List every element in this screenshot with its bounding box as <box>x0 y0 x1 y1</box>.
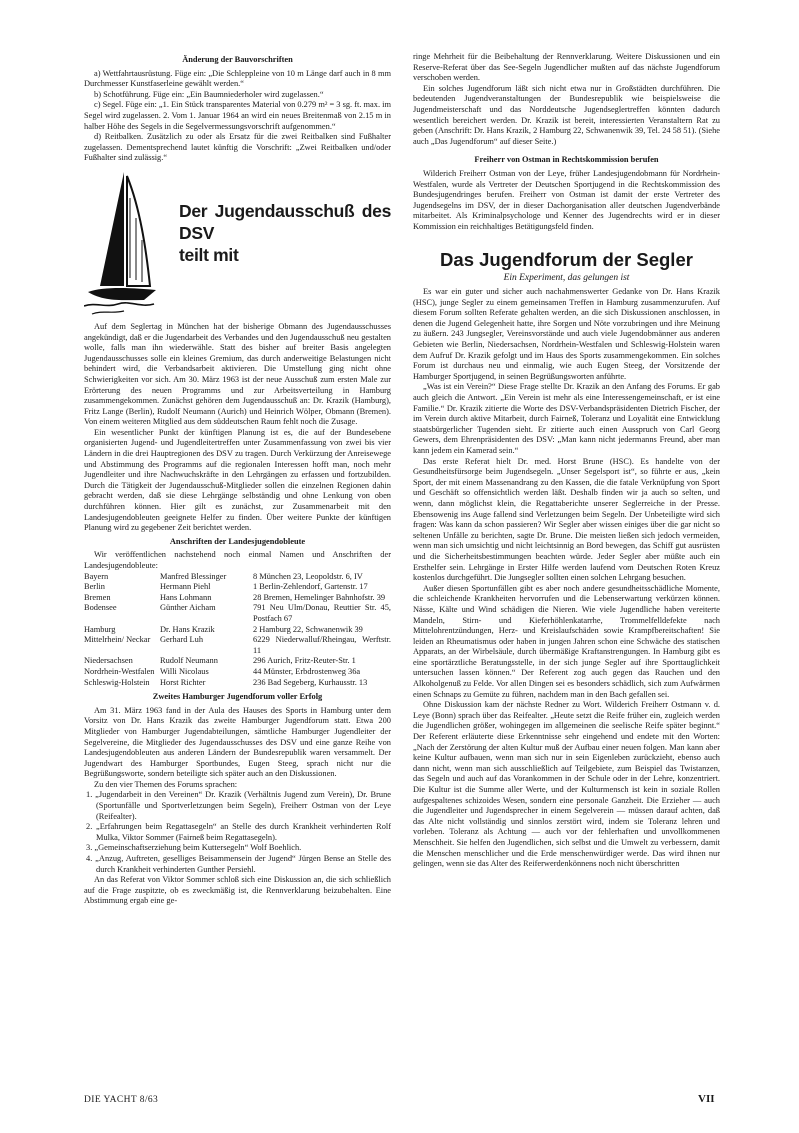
continuation-paragraph: ringe Mehrheit für die Beibehaltung der Rennverklarung. Weitere Diskussionen und ein Reserve-Referat über das See-Segeln Jugendlicher mußten auf das nächste Jugendforum verschoben werden. <box>413 52 720 83</box>
section-title-addresses: Anschriften der Landesjugendobleute <box>169 536 306 546</box>
forum-paragraph: „Was ist ein Verein?“ Diese Frage stellte Dr. Krazik an den Anfang des Forums. Er gab auch gleich die Antwort. „Ein Verein ist mehr als eine Interessengemeinschaft, er ist eine Familie.“ Dr. Krazik zitierte die Worte des DSV-Verbandspräsidenten Dietrich Fischer, der im Verein durch aktive Mitarbeit, durch Fairneß, Toleranz und Loyalität eine Entwicklung staatsbürgerlicher Tugenden sieht. Er zitierte auch einen Ausspruch von Carl Georg Gewers, dem Ehrenpräsidenten des DSV: „Man kann nicht jedermanns Freund, aber man kann jedem ein Kamerad sein.“ <box>413 382 720 455</box>
section-title-ostman: Freiherr von Ostman in Rechtskommission berufen <box>474 155 659 165</box>
address-row <box>84 625 391 636</box>
footer-publication: DIE YACHT 8/63 <box>84 1095 159 1105</box>
addresses-intro: Wir veröffentlichen nachstehend noch einmal Namen und Anschriften der Landesjugendobleute: <box>84 550 391 570</box>
address-region: Mittelrhein/ Neckar <box>84 635 151 645</box>
sailboat-icon <box>84 168 164 316</box>
address-name: Günther Aicham <box>160 603 216 613</box>
address-name: Willi Nicolaus <box>160 666 209 676</box>
right-column <box>413 52 720 870</box>
address-name: Dr. Hans Krazik <box>160 624 215 634</box>
footer-page-number: VII <box>698 1093 715 1105</box>
address-region: Bremen <box>84 592 111 602</box>
address-street: 44 Münster, Erbdrostenweg 36a <box>253 666 361 676</box>
address-row <box>84 593 391 604</box>
address-region: Berlin <box>84 582 105 592</box>
address-name: Manfred Blessinger <box>160 571 227 581</box>
forum-body <box>413 287 720 870</box>
address-row <box>84 603 391 624</box>
forum-paragraph: Ohne Diskussion kam der nächste Redner zu Wort. Wilderich Freiherr Ostmann v. d. Leye (Bonn) sprach über das Reifealter. „Heute setzt die Reife früher ein, zugleich werden die Jugendlichen größer, wohingegen im allgemeinen die seelische Reife später beginnt.“ Der Referent erläuterte diese Erkenntnisse sehr eingehend und endete mit den Worten: „Nach der Zerstörung der alten Kultur muß der Aufbau einer neuen folgen. Man kann aber keine Kultur aufbauen, wenn man sich nur in sein Eigenleben zurückzieht, ebenso auch dann nicht, wenn man sich ausschließlich auf Teilgebiete, zum Beispiel das Twistanzen, das Segeln und auch auf das Vorankommen in der Schule oder in der Lehre, konzentriert. Die Kultur ist die Summe aller Werte, und der Kulturmensch ist kein in soziale Rollen aufgespaltenes schizoides Wesen, sondern eine personale Ganzheit. Die Erzieher — auch die Jugendleiter und Jugendsprecher in einem Segelverein — müssen darauf achten, daß das Alte nicht vollständig und sinnlos zerstört wird, indem sie Toleranz lehren und vorleben. Toleranz als Achtung — auch vor der fehlerhaften und unvollkommenen Menschheit. Sie helfen den Jugendlichen, sich selbst und die Umwelt zu verbessern, damit die Menschen menschlicher und die Erde menschenwürdiger werde. Das wird ihnen nur gelingen, wenn sie das Alter des Reiferwerdenkönnens noch nicht überschritten <box>413 700 720 869</box>
address-name: Hermann Piehl <box>160 582 211 592</box>
ostman-paragraph: Wilderich Freiherr Ostman von der Leye, früher Landesjugendobmann für Nordrhein-Westfalen, wurde als Vertreter der Deutschen Sportjugend in die Rechtskommission des Bundesjugendringes berufen. Freiherr von Ostman ist damit der erste Vertreter des Jugendsegelns im DSV, der in dieser Dachorganisation aller deutschen Jugendverbände mitarbeitet. Als Kriminalpsychologe und Kenner des Jugendrechts wird er in dieser Kommission ein reichhaltiges Betätigungsfeld finden. <box>413 168 720 231</box>
bauvorschriften-items <box>84 69 391 164</box>
bauvorschriften-item: d) Reitbalken. Zusätzlich zu oder als Ersatz für die zwei Reitbalken sind Fußhalter zugelassen. Dementsprechend lautet künftig die Vorschrift: „Zwei Reitbalken und/oder Fußhalter sind zulässig.“ <box>84 132 391 163</box>
jugendausschuss-header <box>84 168 391 316</box>
address-region: Nordrhein-Westfalen <box>84 666 155 676</box>
address-name: Gerhard Luh <box>160 635 204 645</box>
topics-intro: Zu den vier Themen des Forums sprachen: <box>94 779 238 789</box>
address-row <box>84 572 391 583</box>
left-column <box>84 52 391 907</box>
address-name: Horst Richter <box>160 677 206 687</box>
address-street: 791 Neu Ulm/Donau, Reuttier Str. 45, Postfach 67 <box>253 603 391 623</box>
address-street: 296 Aurich, Fritz-Reuter-Str. 1 <box>253 656 356 666</box>
forum-info-paragraph: Ein solches Jugendforum läßt sich nicht etwa nur in Großstädten durchführen. Die bedeutenden Jugendveranstaltungen der Bundesrepublik wie beispielsweise die Jugendmeisterschaft und das Norddeutsche Jugendseglertreffen könnten dadurch wesentlich bereichert werden. Dr. Krazik ist bereit, interessierten Veranstaltern Rat zu geben (Anschrift: Dr. Hans Krazik, 2 Hamburg 22, Schwanenwik 39, Tel. 24 58 51). (Siehe auch „Das Jugendforum“ auf dieser Seite.) <box>413 83 720 146</box>
address-street: 28 Bremen, Hemelinger Bahnhofstr. 39 <box>253 592 386 602</box>
topic-item: 1. „Jugendarbeit in den Vereinen“ Dr. Krazik (Verhältnis Jugend zum Verein), Dr. Brune (Sportunfälle und Sportverletzungen beim Segeln), Freiherr Ostman von der Leye (Reifealter). <box>86 790 391 821</box>
section-title-bauvorschriften: Änderung der Bauvorschriften <box>182 55 293 64</box>
address-region: Schleswig-Holstein <box>84 677 150 687</box>
body-paragraph: Auf dem Seglertag in München hat der bisherige Obmann des Jugendausschusses angekündigt, daß er die Jugendarbeit des Verbandes und den Jugendausschuß neu gestalten wolle, falls man ihn wiederwähle. Statt des bisher auf breiter Basis angelegten Jugendausschusses solle ein kleines Gremium, das durch anderweitige Belastungen nicht behindert wird, die Verbandsarbeit aktivieren. Die Umstellung ging nicht ohne Schwierigkeiten vor sich. Am 30. März 1963 ist der neue Ausschuß zum ersten Male zur Erörterung des neuen Programms und zur Arbeitsverteilung in Hamburg zusammengekommen. Zunächst gehören dem Jugendausschuß an: Dr. Krazik (Hamburg), Fritz Lange (Berlin), Rudolf Neumann (Aurich) und Heinrich Wölper, Obmann (Bremen). Von einem weiteren Mitglied aus dem süddeutschen Raum fehlt noch die Zusage. <box>84 321 391 427</box>
section-title-forum2: Zweites Hamburger Jugendforum voller Erfolg <box>152 692 323 702</box>
addresses-table <box>84 572 391 689</box>
topics-list <box>84 790 391 875</box>
topic-item: 4. „Anzug, Auftreten, geselliges Beisammensein der Jugend“ Jürgen Bense an Stelle des durch Krankheit verhinderten Gunther Persiehl. <box>86 854 391 874</box>
address-region: Hamburg <box>84 624 116 634</box>
address-street: 1 Berlin-Zehlendorf, Gartenstr. 17 <box>253 582 368 592</box>
address-region: Bodensee <box>84 603 117 613</box>
address-name: Rudolf Neumann <box>160 656 218 666</box>
address-name: Hans Lohmann <box>160 592 212 602</box>
bauvorschriften-item: c) Segel. Füge ein: „1. Ein Stück transparentes Material von 0.279 m² = 3 sg. ft. max. im Segel wird zugelassen. 2. Vom 1. Januar 1964 an wird ein neues Breitenmaß von 2.15 m in halber Höhe des Segels in die Segelvermessungsvorschrift aufgenommen.“ <box>84 100 391 131</box>
address-region: Bayern <box>84 571 109 581</box>
forum-paragraph: Das erste Referat hielt Dr. med. Horst Brune (HSC). Es handelte von der Gesundheitsfürsorge beim Jugendsegeln. „Unser Segelsport ist“, so führte er aus, „kein Sport, der mit einem Massenandrang zu den Kassen, die die fatale Verknüpfung von Sport und Geschäft so offensichtlich werden läßt. Deshalb finden wir ja auch so selten, und wenn, dann möglichst klein, die Regattaberichte unserer Seglerreiche in der Presse. Ebensowenig ins Auge fallend sind Verletzungen beim Segeln. Der Unbeteiligte wird sich fragen: Was kann da schon passieren? Wir Segler aber wissen einiges über die gar nicht so seltenen Unfälle zu berichten, sagte Dr. Brune. Die meisten ließen sich jedoch vermeiden, wenn man sich umsichtig und nicht leichtsinnig an Bord bewegen, das Schiff gut ausrüsten und die Sicherheitsbestimmungen beachten würde. Jeder Segler aber müßte auch ein Ersthelfer sein. Lehrgänge in Erster Hilfe werden laufend vom Deutschen Roten Kreuz kostenlos durchgeführt. Die Jungsegler sollten einen solchen Lehrgang besuchen. <box>413 456 720 583</box>
topic-item: 2. „Erfahrungen beim Regattasegeln“ an Stelle des durch Krankheit verhinderten Rolf Mulka, Viktor Sommer (Fairneß beim Regattasegeln). <box>86 822 391 842</box>
jugendausschuss-body <box>84 322 391 534</box>
closing-paragraph: An das Referat von Viktor Sommer schloß sich eine Diskussion an, die sich schließlich auf die Frage zuspitzte, ob es zweckmäßig ist, die Rennverklarung beizubehalten. Eine Abstimmung ergab eine ge- <box>84 875 391 906</box>
topic-item: 3. „Gemeinschaftserziehung beim Kuttersegeln“ Wolf Boehlich. <box>86 843 302 853</box>
address-row <box>84 582 391 593</box>
address-row <box>84 656 391 667</box>
body-paragraph: Ein wesentlicher Punkt der künftigen Planung ist es, die auf der Bundesebene organisierten Jugend- und Jugendleitertreffen unter Zusammenfassung von zwei bis vier Ländern in die drei Hauptregionen des DSV zu tragen. Durch Verkürzung der Anreisewege und Abstimmung des Programms auf die regionalen Interessen hofft man, noch mehr Jugendleiter und ihre Nachwuchskräfte in den Lehrgängen zu erfassen und fortzubilden. Durch die Tätigkeit der Jugendausschuß-Mitglieder sollen die einzelnen Regionen dahin gebracht werden, daß sie diese Lehrgänge selbständig und ohne Lenkung von oben durchführen können. Hier gilt es zunächst, zur Zusammenarbeit mit den Landesjugendobleuten geeignete Helfer zu finden. Über weitere Punkte der künftigen Planung wird zu gegebener Zeit berichtet werden. <box>84 427 391 533</box>
address-row <box>84 678 391 689</box>
forum-subheadline: Ein Experiment, das gelungen ist <box>503 272 630 283</box>
bauvorschriften-item: b) Schotführung. Füge ein: „Ein Baumniederholer wird zugelassen.“ <box>94 89 324 99</box>
forum2-paragraph: Am 31. März 1963 fand in der Aula des Hauses des Sports in Hamburg unter dem Vorsitz von Dr. Hans Krazik das zweite Hamburger Jugendforum statt. Etwa 200 Mitglieder von Hamburger Jugendabteilungen, sämtliche Hamburger Jugendleiter der Segelvereine, die Mitglieder des Jugendausschusses des DSV und eine ganze Reihe von Landesjugendobleuten aus anderen Ländern der Bundesrepublik waren versammelt. Der Jugendwart des Hamburger Sportbundes, Eugen Steeg, sprach nicht nur die Begrüßungsworte, sondern beteiligte sich später auch an den Diskussionen. <box>84 705 391 779</box>
address-row <box>84 667 391 678</box>
address-region: Niedersachsen <box>84 656 133 666</box>
address-street: 8 München 23, Leopoldstr. 6, IV <box>253 571 363 581</box>
address-street: 2 Hamburg 22, Schwanenwik 39 <box>253 624 363 634</box>
forum-paragraph: Es war ein guter und sicher auch nachahmenswerter Gedanke von Dr. Hans Krazik (HSC), junge Segler zu einem gemeinsamen Treffen in Hamburg zusammenzurufen. Auf diesem Forum sollten Referate gehalten werden, an die sich Diskussionen anschlossen, in denen die Jugend Gelegenheit hatte, ihre Sorgen und Nöte vorzubringen und ihre Meinung zu äußern. 243 Jungsegler, Vereinsvorstände und auch viele Jugendobmänner aus anderen Gebieten wie Berlin, Niedersachsen, Nordrhein-Westfalen und Schleswig-Holstein waren dem Aufruf Dr. Krazik gefolgt und im Haus des Sports zusammengekommen. Ein solches Forum ist durchaus neu und einmalig, wie auch Eugen Steeg, der Vorsitzende der Hamburger Sportjugend, in seinen Begrüßungsworten anführte. <box>413 287 720 381</box>
forum-paragraph: Außer diesen Sportunfällen gibt es aber noch andere gesundheitsschädliche Momente, die schleichende Krankheiten hervorrufen und die Lebenserwartung verkürzen können. Nässe, Kälte und Wind schädigen die Nieren. Wie viele Jugendliche haben vereiterte Mandeln, Stirn- und Kieferhöhlenkatarrhe, Trommelfelldefekte nach Mittelohrentzündungen, Herz- und Kreislaufschäden sowie Krampfbereitschaften! Sie leiden an Rheumatismus oder haben in jungen Jahren schon eine Schwäche des statischen Apparats, an der Wirbelsäule, durch übermäßige Kraftanstrengungen. In Hamburg gibt es eine sportärztliche Beratungsstelle, in der sich junge Segler auf ihre Sporttauglichkeit untersuchen lassen können.“ Der Referent zog auch gegen das Rauchen und den Alkoholgenuß zu Felde. Vor allen Dingen sei es besonders schädlich, sich zum Aufwärmen einen Schnaps zu Gemüte zu führen, nachdem man in den Bach gefallen sei. <box>413 583 720 699</box>
bauvorschriften-item: a) Wettfahrtausrüstung. Füge ein: „Die Schleppleine von 10 m Länge darf auch in 8 mm Durchmesser Kunstfaserleine gewählt werden.“ <box>84 68 391 89</box>
forum-headline: Das Jugendforum der Segler <box>440 248 693 270</box>
address-row <box>84 635 391 656</box>
jugendausschuss-headline: Der Jugendausschuß des DSV teilt mit <box>179 200 391 265</box>
address-street: 6229 Niederwalluf/Rheingau, Werftstr. 11 <box>253 635 391 655</box>
address-street: 236 Bad Segeberg, Kurhausstr. 13 <box>253 677 368 687</box>
